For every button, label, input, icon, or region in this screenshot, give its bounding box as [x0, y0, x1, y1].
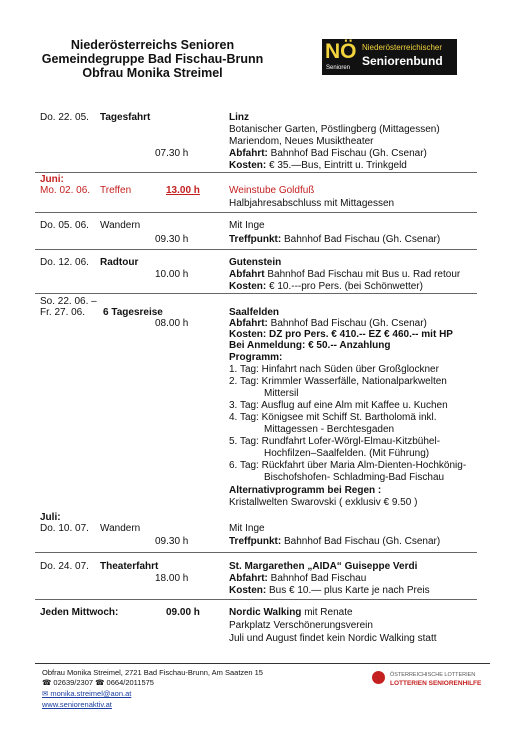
event-date-start: So. 22. 06. –	[40, 296, 97, 307]
event-detail: Juli und August findet kein Nordic Walking statt	[229, 633, 437, 644]
departure-value: Bahnhof Bad Fischau (Gh. Csenar)	[270, 318, 427, 329]
event-date-end: Fr. 27. 06.	[40, 307, 86, 318]
event-time: 09.00 h	[166, 607, 200, 618]
alt-program-label: Alternativprogramm bei Regen :	[229, 485, 382, 496]
event-detail: Mit Inge	[229, 220, 265, 231]
deposit-value: € 50.-- Anzahlung	[308, 340, 391, 351]
event-date: Do. 10. 07.	[40, 523, 89, 534]
program-day-2-cont: Mittersil	[264, 388, 299, 399]
program-day-4: 4. Tag: Königsee mit Schiff St. Bartholomä inkl.	[229, 412, 437, 423]
header-line-1: Niederösterreichs Senioren	[70, 38, 235, 52]
event-cost	[229, 160, 407, 171]
divider	[35, 212, 477, 213]
lotterien-line-2: LOTTERIEN SENIORENHILFE	[390, 680, 482, 687]
departure-label: Abfahrt	[229, 269, 265, 280]
program-day-5: 5. Tag: Rundfahrt Lofer-Wörgl-Elmau-Kitzbühel-	[229, 436, 441, 447]
event-destination	[229, 607, 353, 618]
logo-text-2: Seniorenbund	[362, 54, 443, 68]
event-time: 13.00 h	[166, 185, 200, 196]
departure-value: Bahnhof Bad Fischau	[270, 573, 367, 584]
cost-label: Kosten:	[229, 281, 267, 292]
activity-leader: mit Renate	[304, 607, 353, 618]
event-destination: Gutenstein	[229, 257, 282, 268]
event-type: 6 Tagesreise	[103, 307, 163, 318]
event-type: Radtour	[100, 257, 139, 268]
footer-website-link[interactable]: www.seniorenaktiv.at	[42, 700, 112, 709]
event-type: Tagesfahrt	[100, 112, 151, 123]
event-departure	[229, 148, 427, 159]
divider	[35, 552, 477, 553]
event-destination: Saalfelden	[229, 307, 280, 318]
header-line-3: Obfrau Monika Streimel	[82, 66, 223, 80]
logo-mark-sub: Senioren	[326, 65, 351, 71]
footer-address: Obfrau Monika Streimel, 2721 Bad Fischau-Brunn, Am Saatzen 15	[42, 668, 263, 677]
lotterien-line-1: ÖSTERREICHISCHE LOTTERIEN	[390, 672, 476, 678]
program-day-5-cont: Hochfilzen–Saalfelden. (Mit Führung)	[264, 448, 430, 459]
departure-label: Abfahrt:	[229, 318, 268, 329]
divider	[35, 249, 477, 250]
event-date: Do. 12. 06.	[40, 257, 89, 268]
event-time: 18.00 h	[155, 573, 189, 584]
event-type: Theaterfahrt	[100, 561, 159, 572]
event-type: Wandern	[100, 220, 141, 231]
program-day-4-cont: Mittagessen - Berchtesgaden	[264, 424, 395, 435]
logo-text-1: Niederösterreichischer	[362, 43, 443, 52]
departure-label: Abfahrt:	[229, 148, 268, 159]
divider	[35, 293, 477, 294]
departure-value: Bahnhof Bad Fischau (Gh. Csenar)	[270, 148, 427, 159]
event-meeting-point	[229, 234, 440, 245]
footer-phone: ☎ 02639/2307 ☎ 0664/2011575	[42, 678, 154, 687]
event-time: 09.30 h	[155, 536, 189, 547]
event-cost	[229, 585, 430, 596]
cost-value: DZ pro Pers. € 410.-- EZ € 460.-- mit HP	[269, 329, 453, 340]
cost-label: Kosten:	[229, 329, 267, 340]
meeting-label: Treffpunkt:	[229, 234, 282, 245]
event-deposit	[229, 340, 391, 351]
footer-divider	[35, 663, 490, 664]
event-departure	[229, 269, 460, 280]
event-date: Do. 22. 05.	[40, 112, 89, 123]
header-line-2: Gemeindegruppe Bad Fischau-Brunn	[41, 52, 264, 66]
meeting-value: Bahnhof Bad Fischau (Gh. Csenar)	[284, 234, 441, 245]
header-title	[0, 38, 305, 80]
cost-value: € 10.---pro Pers. (bei Schönwetter)	[269, 281, 423, 292]
event-date: Jeden Mittwoch:	[40, 607, 119, 618]
event-type: Treffen	[100, 185, 132, 196]
cost-value: € 35.—Bus, Eintritt u. Trinkgeld	[269, 160, 407, 171]
event-cost	[229, 281, 423, 292]
program-day-6: 6. Tag: Rückfahrt über Maria Alm-Dienten-Hochkönig-	[229, 460, 467, 471]
program-day-3: 3. Tag: Ausflug auf eine Alm mit Kaffee u. Kuchen	[229, 400, 448, 411]
event-detail: Halbjahresabschluss mit Mittagessen	[229, 198, 395, 209]
alt-program-value: Kristallwelten Swarovski ( exklusiv € 9.50 )	[229, 497, 418, 508]
event-type: Wandern	[100, 523, 141, 534]
event-detail: Mit Inge	[229, 523, 265, 534]
event-date: Do. 05. 06.	[40, 220, 89, 231]
seniorenbund-logo	[322, 39, 457, 75]
program-day-1: 1. Tag: Hinfahrt nach Süden über Großglockner	[229, 364, 439, 375]
logo-mark: NÖ	[325, 40, 357, 63]
deposit-label: Bei Anmeldung:	[229, 340, 306, 351]
month-label-juli: Juli:	[40, 512, 61, 523]
event-detail: Mariendom, Neues Musiktheater	[229, 136, 374, 147]
event-destination: Weinstube Goldfuß	[229, 185, 315, 196]
event-time: 08.00 h	[155, 318, 189, 329]
event-time: 07.30 h	[155, 148, 189, 159]
event-destination: Linz	[229, 112, 249, 123]
event-destination: St. Margarethen „AIDA“ Guiseppe Verdi	[229, 561, 418, 572]
event-date: Do. 24. 07.	[40, 561, 89, 572]
cost-label: Kosten:	[229, 160, 267, 171]
cost-value: Bus € 10.— plus Karte je nach Preis	[269, 585, 430, 596]
event-cost	[229, 329, 453, 340]
departure-value: Bahnhof Bad Fischau mit Bus u. Rad retour	[267, 269, 461, 280]
meeting-label: Treffpunkt:	[229, 536, 282, 547]
departure-label: Abfahrt:	[229, 573, 268, 584]
event-departure	[229, 318, 427, 329]
lotterien-logo-icon	[372, 671, 385, 684]
cost-label: Kosten:	[229, 585, 267, 596]
event-meeting-point	[229, 536, 440, 547]
event-detail: Botanischer Garten, Pöstlingberg (Mittagessen)	[229, 124, 440, 135]
program-day-6-cont: Bischofshofen- Schladming-Bad Fischau	[264, 472, 445, 483]
program-label: Programm:	[229, 352, 283, 363]
event-detail: Parkplatz Verschönerungsverein	[229, 620, 373, 631]
program-day-2: 2. Tag: Krimmler Wasserfälle, Nationalparkwelten	[229, 376, 447, 387]
footer-email-link[interactable]: ✉ monika.streimel@aon.at	[42, 689, 132, 698]
event-date: Mo. 02. 06.	[40, 185, 91, 196]
month-label-juni: Juni:	[40, 174, 64, 185]
activity-name: Nordic Walking	[229, 607, 302, 618]
event-departure	[229, 573, 366, 584]
divider	[35, 599, 477, 600]
event-time: 09.30 h	[155, 234, 189, 245]
event-time: 10.00 h	[155, 269, 189, 280]
meeting-value: Bahnhof Bad Fischau (Gh. Csenar)	[284, 536, 441, 547]
divider	[35, 172, 477, 173]
